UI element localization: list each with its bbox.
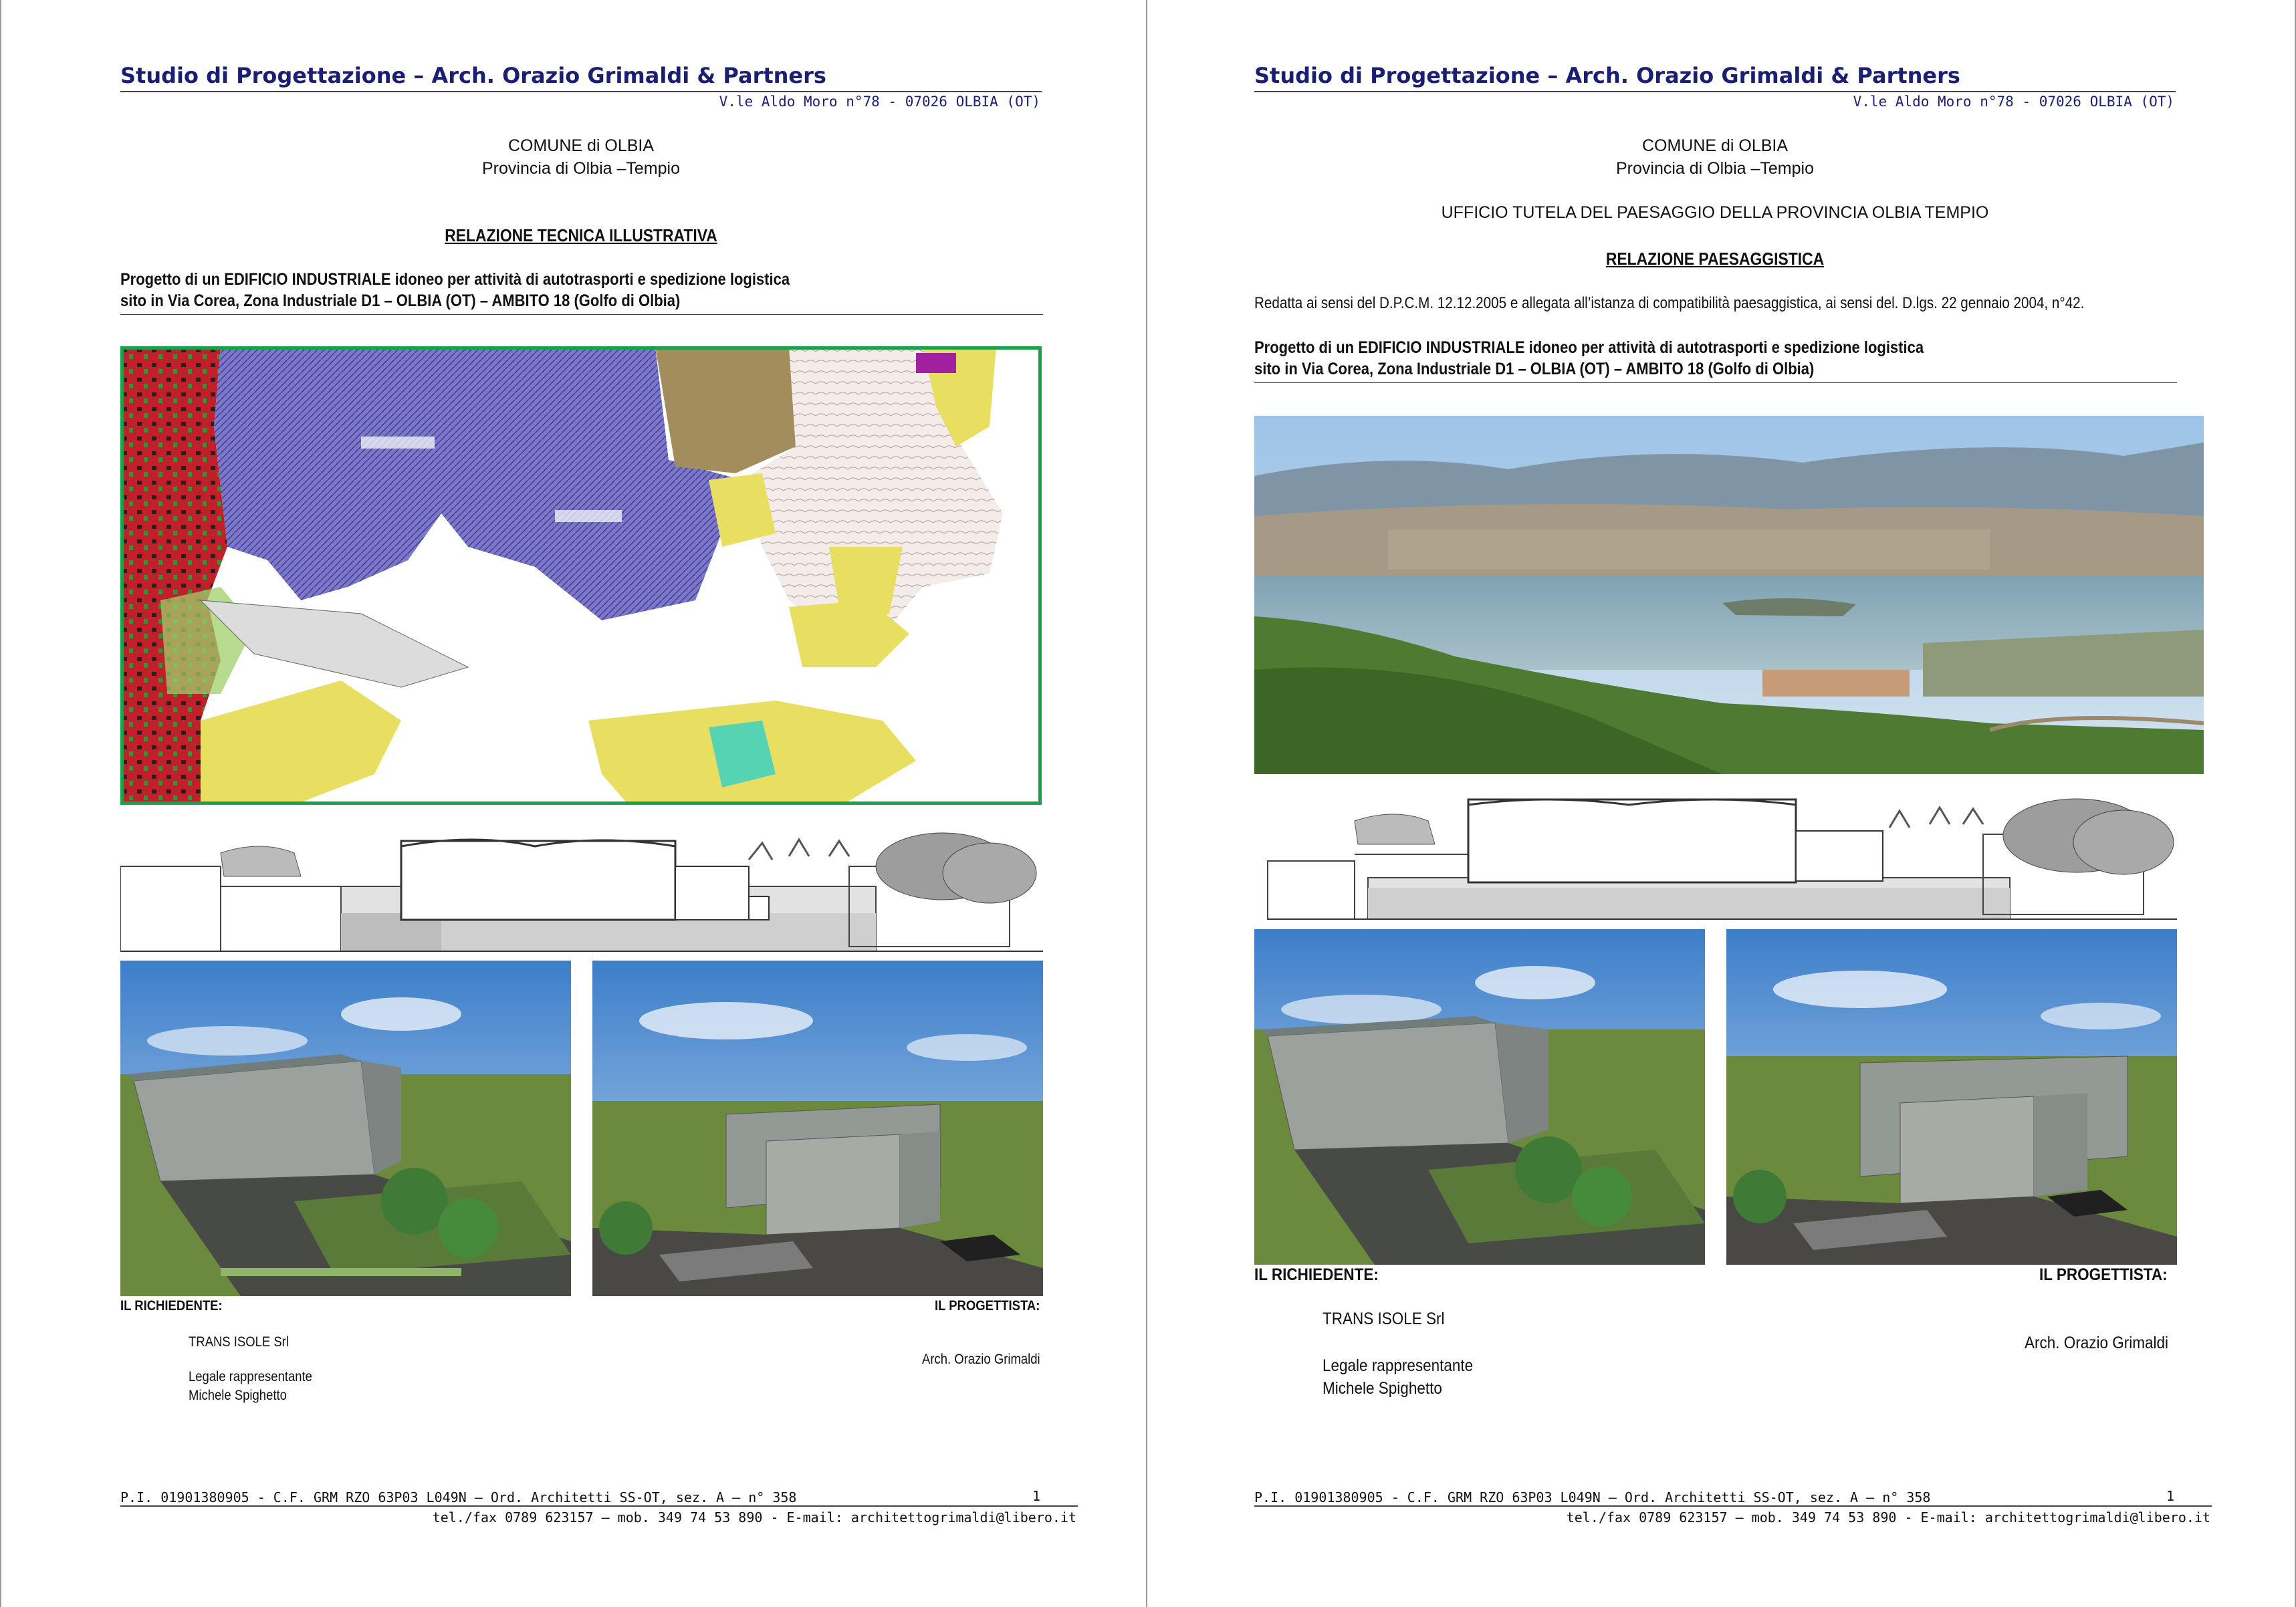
page-left [0, 0, 1147, 1607]
page-right [1149, 0, 2296, 1607]
page-number: 1 [1032, 1488, 1041, 1504]
footer-contacts: tel./fax 0789 623157 – mob. 349 74 53 890 - E-mail: architettogrimaldi@libero.it [1566, 1509, 2210, 1525]
page-number: 1 [2166, 1488, 2175, 1504]
header-rule [120, 91, 1042, 92]
footer-rule [120, 1505, 1078, 1507]
provincia-label: Provincia di Olbia –Tempio [482, 159, 680, 178]
zoning-map-frame [120, 346, 1042, 805]
document-title: RELAZIONE TECNICA ILLUSTRATIVA [445, 225, 717, 245]
gulf-panorama-photo [1254, 416, 2204, 774]
project-description-line2: sito in Via Corea, Zona Industriale D1 – OLBIA (OT) – AMBITO 18 (Golfo di Olbia) [120, 291, 681, 310]
render-image-1 [1254, 929, 1705, 1265]
footer-fiscal-info: P.I. 01901380905 - C.F. GRM RZO 63P03 L049N – Ord. Architetti SS-OT, sez. A – n° 358 [120, 1489, 797, 1505]
designer-label: IL PROGETTISTA: [2039, 1265, 2168, 1284]
render-image-1 [120, 961, 571, 1296]
designer-name: Arch. Orazio Grimaldi [2025, 1334, 2169, 1352]
document-title: RELAZIONE PAESAGGISTICA [1605, 249, 1825, 269]
project-rule [120, 314, 1043, 315]
legal-representative-title: Legale rappresentante [189, 1369, 312, 1384]
applicant-company: TRANS ISOLE Srl [1323, 1310, 1445, 1328]
designer-label: IL PROGETTISTA: [935, 1298, 1040, 1314]
project-description-line1: Progetto di un EDIFICIO INDUSTRIALE idoneo per attività di autotrasporti e spedizione logistica [120, 270, 790, 289]
applicant-label: IL RICHIEDENTE: [120, 1298, 223, 1314]
project-description-line2: sito in Via Corea, Zona Industriale D1 – OLBIA (OT) – AMBITO 18 (Golfo di Olbia) [1254, 360, 1815, 378]
footer-contacts: tel./fax 0789 623157 – mob. 349 74 53 890 - E-mail: architettogrimaldi@libero.it [432, 1509, 1076, 1525]
legal-reference-text: Redatta ai sensi del D.P.C.M. 12.12.2005 e allegata all’istanza di compatibilità paesaggistica, ai sensi del. D.lgs. 22 gennaio 2004, n°42. [1254, 294, 2085, 312]
designer-name: Arch. Orazio Grimaldi [922, 1352, 1040, 1367]
project-description-line1: Progetto di un EDIFICIO INDUSTRIALE idoneo per attività di autotrasporti e spedizione logistica [1254, 338, 1924, 357]
legal-representative-title: Legale rappresentante [1323, 1356, 1474, 1375]
office-label: UFFICIO TUTELA DEL PAESAGGIO DELLA PROVINCIA OLBIA TEMPIO [1441, 203, 1989, 222]
studio-address: V.le Aldo Moro n°78 - 07026 OLBIA (OT) [1853, 94, 2174, 110]
render-image-2 [592, 961, 1043, 1296]
building-elevation-drawing [120, 826, 1043, 952]
building-elevation-drawing [1254, 794, 2177, 920]
provincia-label: Provincia di Olbia –Tempio [1616, 159, 1814, 178]
render-image-2 [1726, 929, 2177, 1265]
studio-title: Studio di Progettazione – Arch. Orazio Grimaldi & Partners [120, 63, 826, 88]
project-rule [1254, 382, 2177, 383]
comune-label: COMUNE di OLBIA [1641, 136, 1789, 155]
studio-address: V.le Aldo Moro n°78 - 07026 OLBIA (OT) [719, 94, 1040, 110]
applicant-company: TRANS ISOLE Srl [189, 1334, 289, 1350]
studio-title: Studio di Progettazione – Arch. Orazio Grimaldi & Partners [1254, 63, 1960, 88]
comune-label: COMUNE di OLBIA [507, 136, 655, 155]
header-rule [1254, 91, 2176, 92]
legal-representative-name: Michele Spighetto [1323, 1379, 1442, 1398]
legal-representative-name: Michele Spighetto [189, 1388, 287, 1403]
footer-rule [1254, 1505, 2212, 1507]
footer-fiscal-info: P.I. 01901380905 - C.F. GRM RZO 63P03 L049N – Ord. Architetti SS-OT, sez. A – n° 358 [1254, 1489, 1931, 1505]
applicant-label: IL RICHIEDENTE: [1254, 1265, 1379, 1284]
